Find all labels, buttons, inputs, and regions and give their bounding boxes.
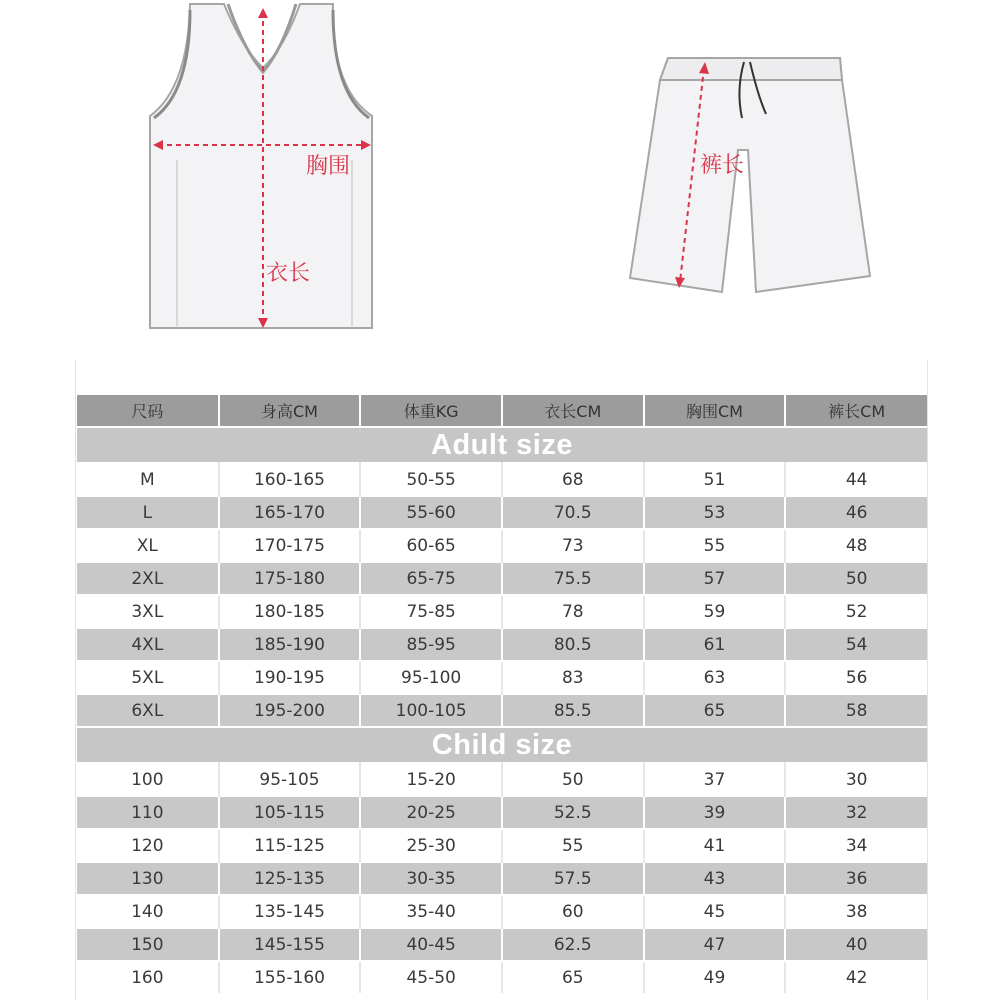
table-cell: 61: [644, 628, 786, 661]
table-cell: 60-65: [360, 529, 502, 562]
table-cell: 63: [644, 661, 786, 694]
table-row: [77, 562, 927, 595]
table-cell: 70.5: [502, 496, 644, 529]
table-cell: 170-175: [219, 529, 361, 562]
table-cell: 38: [785, 895, 927, 928]
table-cell: 57: [644, 562, 786, 595]
shorts-outline: [630, 58, 870, 292]
table-cell: 85-95: [360, 628, 502, 661]
table-cell: 25-30: [360, 829, 502, 862]
table-cell: 83: [502, 661, 644, 694]
table-cell: 105-115: [219, 796, 361, 829]
table-cell: 130: [77, 862, 219, 895]
table-cell: 125-135: [219, 862, 361, 895]
table-row: [77, 661, 927, 694]
table-cell: 190-195: [219, 661, 361, 694]
table-row: [77, 895, 927, 928]
table-cell: 75-85: [360, 595, 502, 628]
table-cell: 115-125: [219, 829, 361, 862]
table-row: [77, 763, 927, 796]
jersey-diagram: [140, 0, 380, 340]
jersey-chest-label: 胸围: [306, 154, 351, 179]
table-cell: 65-75: [360, 562, 502, 595]
table-cell: 180-185: [219, 595, 361, 628]
table-cell: 60: [502, 895, 644, 928]
table-cell: 36: [785, 862, 927, 895]
table-cell: 55-60: [360, 496, 502, 529]
table-row: [77, 595, 927, 628]
table-body: [77, 427, 927, 993]
shorts-diagram: [620, 50, 880, 300]
table-cell: 30-35: [360, 862, 502, 895]
table-cell: 145-155: [219, 928, 361, 961]
table-cell: 50: [785, 562, 927, 595]
table-cell: 49: [644, 961, 786, 993]
table-row: [77, 529, 927, 562]
table-cell: 110: [77, 796, 219, 829]
table-cell: 40: [785, 928, 927, 961]
table-row: [77, 694, 927, 727]
header-size: 尺码: [77, 395, 219, 427]
table-cell: 50-55: [360, 463, 502, 496]
table-row: [77, 862, 927, 895]
header-chest: 胸围CM: [644, 395, 786, 427]
table-cell: 5XL: [77, 661, 219, 694]
table-cell: 85.5: [502, 694, 644, 727]
table-cell: 39: [644, 796, 786, 829]
table-cell: 53: [644, 496, 786, 529]
table-cell: XL: [77, 529, 219, 562]
table-cell: 40-45: [360, 928, 502, 961]
table-cell: 30: [785, 763, 927, 796]
table-cell: 75.5: [502, 562, 644, 595]
table-cell: 80.5: [502, 628, 644, 661]
table-cell: 20-25: [360, 796, 502, 829]
table-cell: 43: [644, 862, 786, 895]
table-cell: 52.5: [502, 796, 644, 829]
table-cell: 78: [502, 595, 644, 628]
header-length: 衣长CM: [502, 395, 644, 427]
table-cell: 175-180: [219, 562, 361, 595]
table-left-border: [75, 360, 76, 1000]
section-title: Adult size: [77, 427, 927, 463]
table-cell: M: [77, 463, 219, 496]
table-header-row: [77, 395, 927, 427]
header-height: 身高CM: [219, 395, 361, 427]
table-row: [77, 829, 927, 862]
table-cell: 195-200: [219, 694, 361, 727]
table-cell: 56: [785, 661, 927, 694]
table-row: [77, 628, 927, 661]
jersey-length-arrowhead-top: [258, 8, 268, 18]
size-chart-table: [77, 395, 927, 993]
table-cell: 57.5: [502, 862, 644, 895]
table-cell: 58: [785, 694, 927, 727]
section-title: Child size: [77, 727, 927, 763]
table-cell: 62.5: [502, 928, 644, 961]
table-cell: 37: [644, 763, 786, 796]
shorts-length-label: 裤长: [700, 153, 745, 178]
table-row: [77, 496, 927, 529]
table-cell: 55: [644, 529, 786, 562]
table-cell: 46: [785, 496, 927, 529]
table-cell: 35-40: [360, 895, 502, 928]
table-cell: 34: [785, 829, 927, 862]
table-cell: 4XL: [77, 628, 219, 661]
table-cell: 3XL: [77, 595, 219, 628]
table-right-border: [927, 360, 928, 1000]
table-cell: 59: [644, 595, 786, 628]
section-row: [77, 727, 927, 763]
table-cell: 135-145: [219, 895, 361, 928]
table-row: [77, 928, 927, 961]
header-pants-length: 裤长CM: [785, 395, 927, 427]
table-cell: 185-190: [219, 628, 361, 661]
table-cell: 95-100: [360, 661, 502, 694]
table-cell: 100-105: [360, 694, 502, 727]
table-cell: 52: [785, 595, 927, 628]
table-cell: 54: [785, 628, 927, 661]
section-row: [77, 427, 927, 463]
table-cell: 15-20: [360, 763, 502, 796]
table-cell: 51: [644, 463, 786, 496]
table-cell: 120: [77, 829, 219, 862]
table-cell: 47: [644, 928, 786, 961]
table-cell: 50: [502, 763, 644, 796]
header-weight: 体重KG: [360, 395, 502, 427]
table-cell: 150: [77, 928, 219, 961]
table-cell: 65: [502, 961, 644, 993]
table-cell: 155-160: [219, 961, 361, 993]
table-cell: 160-165: [219, 463, 361, 496]
table-cell: 160: [77, 961, 219, 993]
table-cell: 6XL: [77, 694, 219, 727]
table-cell: 48: [785, 529, 927, 562]
table-cell: 73: [502, 529, 644, 562]
table-row: [77, 463, 927, 496]
table-cell: 45-50: [360, 961, 502, 993]
table-row: [77, 961, 927, 993]
table-cell: 68: [502, 463, 644, 496]
table-cell: 2XL: [77, 562, 219, 595]
table-cell: 140: [77, 895, 219, 928]
table-cell: L: [77, 496, 219, 529]
table-row: [77, 796, 927, 829]
table-cell: 45: [644, 895, 786, 928]
table-cell: 41: [644, 829, 786, 862]
jersey-length-label: 衣长: [266, 261, 311, 286]
table-cell: 55: [502, 829, 644, 862]
table-cell: 32: [785, 796, 927, 829]
table-cell: 165-170: [219, 496, 361, 529]
table-cell: 100: [77, 763, 219, 796]
table-cell: 65: [644, 694, 786, 727]
table-cell: 44: [785, 463, 927, 496]
table-cell: 95-105: [219, 763, 361, 796]
table-cell: 42: [785, 961, 927, 993]
